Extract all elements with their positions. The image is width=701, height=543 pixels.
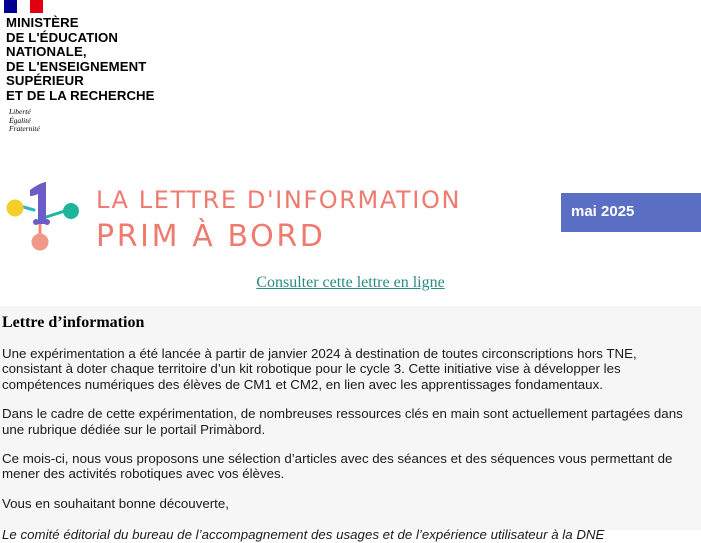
body-paragraph: Une expérimentation a été lancée à partir de janvier 2024 à destination de toutes circonscriptions hors TNE, consistant à doter chaque territoire d’un kit robotique pour le cycle 3. Cette initiative vise à développer les compétences numériques des élèves de CM1 et CM2, en lien avec les apprentissages fondamentaux.	[2, 346, 637, 392]
motto-line: Fraternité	[9, 124, 40, 134]
ministry-name	[6, 16, 206, 104]
signature: Le comité éditorial du bureau de l’accompagnement des usages et de l’expérience utilisateur à la DNE	[2, 527, 605, 543]
ministry-name-line: NATIONALE,	[6, 44, 87, 60]
view-online-link[interactable]: Consulter cette lettre en ligne	[256, 274, 445, 291]
ministry-name-line: ET DE LA RECHERCHE	[6, 87, 155, 103]
prim-a-bord-logo-icon	[0, 178, 84, 254]
motto-line: Égalité	[9, 115, 31, 125]
ministry-name-line: DE L'ÉDUCATION	[6, 29, 118, 45]
flag-white-band	[17, 0, 30, 13]
republic-motto	[9, 108, 40, 134]
section-heading: Lettre d’information	[2, 314, 145, 331]
body-paragraph: Ce mois-ci, nous vous proposons une sélection d’articles avec des séances et des séquences vous permettant de mener des activités robotiques avec vos élèves.	[2, 451, 673, 482]
date-badge: mai 2025	[561, 193, 701, 232]
motto-line: Liberté	[9, 107, 31, 116]
newsletter-subtitle: PRIM À BORD	[96, 219, 326, 254]
newsletter-title: LA LETTRE D'INFORMATION	[96, 186, 461, 214]
body-paragraph: Vous en souhaitant bonne découverte,	[2, 495, 229, 511]
flag-red-band	[30, 0, 43, 13]
body-paragraph: Dans le cadre de cette expérimentation, de nombreuses ressources clés en main sont actuellement partagées dans une rubrique dédiée sur le portail Primàbord.	[2, 406, 683, 437]
ministry-name-line: SUPÉRIEUR	[6, 73, 84, 89]
newsletter-body	[0, 306, 701, 543]
flag-blue-band	[4, 0, 17, 13]
ministry-name-line: DE L'ENSEIGNEMENT	[6, 58, 147, 74]
french-flag-icon	[4, 0, 43, 13]
ministry-name-line: MINISTÈRE	[6, 15, 79, 30]
